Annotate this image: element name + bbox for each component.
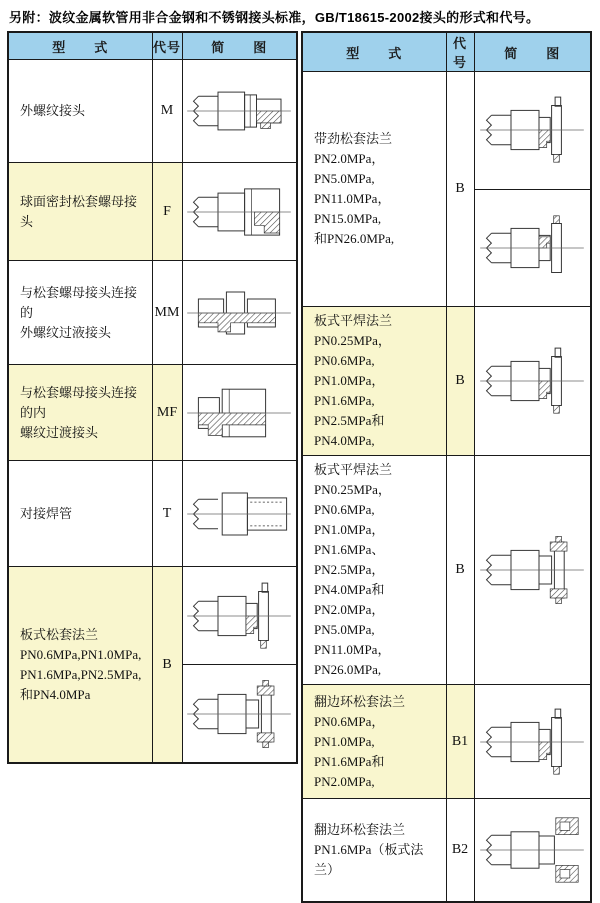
- neck-loose-flange-diagram-cell: [474, 72, 591, 307]
- type-text-line: 与松套螺母接头连接的内: [20, 384, 138, 420]
- col-header-type: 型 式: [8, 32, 152, 60]
- table-row: [8, 567, 297, 764]
- fittings-table-right: [301, 31, 592, 903]
- external-thread-joint-diagram-cell: [182, 60, 297, 163]
- flanged-ring-loose-flange-diagram-cell: [474, 685, 591, 799]
- diagram-stack: [183, 365, 297, 460]
- spherical-seal-loose-nut-joint-code-badge: F: [152, 163, 182, 261]
- type-text-line: PN2.5MPa，PN4.0MPa和: [314, 562, 385, 597]
- header-row: [8, 32, 297, 60]
- female-thread-adapter-joint-diagram: [183, 365, 297, 460]
- male-thread-adapter-joint-code-badge: MM: [152, 261, 182, 365]
- female-thread-adapter-joint-type-text: [9, 379, 152, 447]
- fittings-table-left: [7, 31, 298, 764]
- diagram-stack: [475, 799, 591, 901]
- type-text-line: PN11.0MPa，PN26.0MPa,: [314, 642, 391, 677]
- type-text-line: 翻边环松套法兰: [314, 693, 406, 709]
- type-text-line: PN2.0MPa，PN5.0MPa,: [314, 151, 385, 186]
- butt-weld-pipe-type-text: [9, 500, 152, 528]
- type-text-line: 外螺纹过液接头: [20, 324, 112, 340]
- type-text-line: PN0.6MPa,PN1.0MPa,: [20, 646, 142, 662]
- neck-loose-flange-diagram: [475, 189, 591, 307]
- col-header-type: 型 式: [302, 32, 446, 72]
- diagram-stack: [183, 261, 297, 364]
- neck-loose-flange-drawing-icon: [476, 95, 588, 165]
- fittings-tables-container: [0, 31, 600, 903]
- plate-flat-weld-flange-high-pressure-code-badge: B: [446, 456, 474, 685]
- neck-loose-flange-code-badge: B: [446, 72, 474, 307]
- diagram-stack: [475, 72, 591, 306]
- spherical-seal-loose-nut-joint-type-text: [9, 188, 152, 236]
- neck-loose-flange-type-cell: [302, 72, 446, 307]
- plate-flat-weld-flange-diagram-cell: [474, 307, 591, 456]
- external-thread-joint-diagram: [183, 60, 297, 162]
- type-text-line: PN11.0MPa，PN15.0MPa,: [314, 191, 391, 226]
- external-thread-joint-drawing-icon: [183, 76, 295, 146]
- diagram-stack: [475, 685, 591, 798]
- butt-weld-pipe-code-badge: T: [152, 461, 182, 567]
- type-text-line: 外螺纹接头: [20, 103, 86, 118]
- diagram-stack: [183, 461, 297, 566]
- table-row: [8, 261, 297, 365]
- flanged-ring-loose-flange-code-badge: B1: [446, 685, 474, 799]
- type-text-line: PN2.5MPa和PN4.0MPa,: [314, 413, 385, 448]
- diagram-stack: [183, 567, 297, 762]
- plate-loose-flange-diagram-cell: [182, 567, 297, 764]
- type-text-line: 对接焊管: [20, 505, 73, 521]
- type-text-line: 板式松套法兰: [20, 626, 99, 642]
- diagram-stack: [183, 163, 297, 260]
- spherical-seal-loose-nut-joint-diagram: [183, 163, 297, 260]
- type-text-line: PN0.6MPa，PN1.0MPa,: [314, 713, 385, 749]
- plate-loose-flange-type-cell: [8, 567, 152, 764]
- flanged-ring-loose-flange-plate-type-type-text: [303, 816, 446, 884]
- neck-loose-flange-diagram: [475, 72, 591, 189]
- plate-loose-flange-diagram: [183, 664, 297, 762]
- plate-flat-weld-flange-type-text: [303, 307, 446, 455]
- flanged-ring-loose-flange-plate-type-drawing-icon: [476, 815, 588, 885]
- flanged-ring-loose-flange-plate-type-diagram-cell: [474, 799, 591, 903]
- type-text-line: 与松套螺母接头连接的: [20, 284, 138, 320]
- flanged-ring-loose-flange-type-text: [303, 688, 446, 796]
- male-thread-adapter-joint-diagram-cell: [182, 261, 297, 365]
- type-text-line: 板式平焊法兰: [314, 313, 393, 328]
- flanged-ring-loose-flange-type-cell: [302, 685, 446, 799]
- type-text-line: 带劲松套法兰: [314, 131, 393, 146]
- type-text-line: PN2.0MPa，PN5.0MPa,: [314, 602, 385, 637]
- plate-flat-weld-flange-high-pressure-type-cell: [302, 456, 446, 685]
- female-thread-adapter-joint-type-cell: [8, 365, 152, 461]
- type-text-line: PN0.25MPa，PN0.6MPa,: [314, 482, 391, 517]
- flanged-ring-loose-flange-plate-type-type-cell: [302, 799, 446, 903]
- external-thread-joint-type-cell: [8, 60, 152, 163]
- table-row: [8, 60, 297, 163]
- external-thread-joint-type-text: [9, 97, 152, 125]
- table-row: [302, 456, 591, 685]
- col-header-code: 代号: [152, 32, 182, 60]
- plate-flat-weld-flange-type-cell: [302, 307, 446, 456]
- right-table-body: [302, 72, 591, 903]
- type-text-line: 和PN26.0MPa,: [314, 231, 395, 246]
- plate-flat-weld-flange-high-pressure-type-text: [303, 456, 446, 684]
- table-row: [8, 461, 297, 567]
- type-text-line: PN0.25MPa，PN0.6MPa,: [314, 333, 391, 368]
- external-thread-joint-code-badge: M: [152, 60, 182, 163]
- type-text-line: 球面密封松套螺母接头: [20, 193, 138, 229]
- type-text-line: PN1.6MPa和PN2.0MPa,: [314, 753, 385, 789]
- left-table-body: [8, 60, 297, 764]
- plate-loose-flange-type-text: [9, 621, 152, 709]
- butt-weld-pipe-drawing-icon: [183, 479, 295, 549]
- diagram-stack: [183, 60, 297, 162]
- type-text-line: 翻边环松套法兰: [314, 822, 406, 837]
- type-text-line: PN1.0MPa，PN1.6MPa、: [314, 522, 385, 557]
- spherical-seal-loose-nut-joint-drawing-icon: [183, 177, 295, 247]
- spherical-seal-loose-nut-joint-type-cell: [8, 163, 152, 261]
- flanged-ring-loose-flange-diagram: [475, 685, 591, 798]
- neck-loose-flange-type-text: [303, 125, 446, 253]
- type-text-line: 板式平焊法兰: [314, 462, 393, 477]
- flanged-ring-loose-flange-plate-type-code-badge: B2: [446, 799, 474, 903]
- plate-loose-flange-diagram: [183, 567, 297, 664]
- plate-flat-weld-flange-high-pressure-drawing-icon: [476, 535, 588, 605]
- diagram-stack: [475, 508, 591, 633]
- flanged-ring-loose-flange-plate-type-diagram: [475, 799, 591, 901]
- plate-flat-weld-flange-code-badge: B: [446, 307, 474, 456]
- header-row: [302, 32, 591, 72]
- female-thread-adapter-joint-code-badge: MF: [152, 365, 182, 461]
- plate-loose-flange-drawing-icon: [183, 581, 295, 651]
- male-thread-adapter-joint-type-cell: [8, 261, 152, 365]
- flanged-ring-loose-flange-drawing-icon: [476, 707, 588, 777]
- plate-flat-weld-flange-drawing-icon: [476, 346, 588, 416]
- table-row: [302, 72, 591, 307]
- type-text-line: 和PN4.0MPa: [20, 686, 91, 702]
- table-row: [8, 163, 297, 261]
- diagram-stack: [475, 320, 591, 443]
- type-text-line: PN1.6MPa（板式法兰）: [314, 842, 424, 877]
- type-text-line: PN1.0MPa，PN1.6MPa,: [314, 373, 385, 408]
- page-title: 另附：波纹金属软管用非合金钢和不锈钢接头标准，GB/T18615-2002接头的形式和代号。: [9, 10, 540, 25]
- type-text-line: PN1.6MPa,PN2.5MPa,: [20, 666, 142, 682]
- male-thread-adapter-joint-diagram: [183, 261, 297, 364]
- col-header-diagram: 简 图: [474, 32, 591, 72]
- female-thread-adapter-joint-drawing-icon: [183, 378, 295, 448]
- col-header-diagram: 简 图: [182, 32, 297, 60]
- male-thread-adapter-joint-type-text: [9, 279, 152, 347]
- butt-weld-pipe-diagram-cell: [182, 461, 297, 567]
- table-row: [302, 799, 591, 903]
- table-row: [302, 307, 591, 456]
- table-row: [8, 365, 297, 461]
- plate-loose-flange-code-badge: B: [152, 567, 182, 764]
- plate-flat-weld-flange-high-pressure-diagram-cell: [474, 456, 591, 685]
- plate-loose-flange-drawing-icon: [183, 679, 295, 749]
- table-row: [302, 685, 591, 799]
- plate-flat-weld-flange-high-pressure-diagram: [475, 508, 591, 633]
- type-text-line: 螺纹过渡接头: [20, 424, 99, 440]
- neck-loose-flange-drawing-icon: [476, 213, 588, 283]
- butt-weld-pipe-diagram: [183, 461, 297, 566]
- spherical-seal-loose-nut-joint-diagram-cell: [182, 163, 297, 261]
- plate-flat-weld-flange-diagram: [475, 320, 591, 443]
- female-thread-adapter-joint-diagram-cell: [182, 365, 297, 461]
- male-thread-adapter-joint-drawing-icon: [183, 278, 295, 348]
- butt-weld-pipe-type-cell: [8, 461, 152, 567]
- col-header-code: 代号: [446, 32, 474, 72]
